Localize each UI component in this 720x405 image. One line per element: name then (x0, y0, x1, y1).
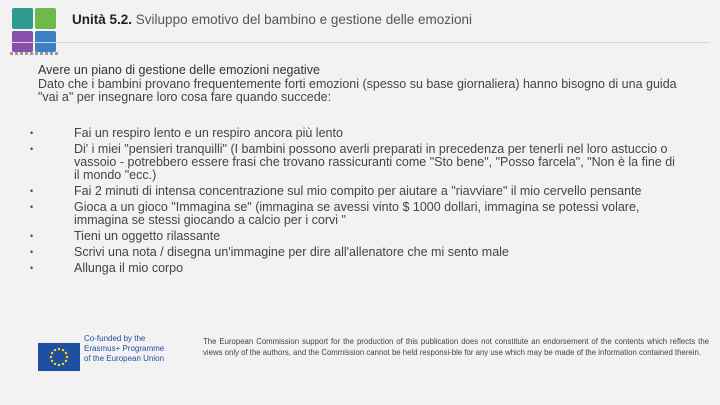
eu-line: Erasmus+ Programme (84, 344, 165, 353)
eu-star (51, 352, 53, 354)
logo-caption (10, 52, 60, 55)
unit-number: Unità 5.2. (72, 12, 133, 27)
list-item (30, 143, 680, 182)
eu-star (51, 360, 53, 362)
eu-star (58, 348, 60, 350)
eu-star (66, 356, 68, 358)
logo-tile (35, 8, 56, 29)
bullet-icon: • (30, 144, 34, 154)
eu-line: Co-funded by the (84, 334, 146, 343)
eu-line: of the European Union (84, 354, 165, 363)
eu-star (62, 363, 64, 365)
list-item (30, 127, 680, 140)
bullet-icon: • (30, 247, 34, 257)
list-item-text: Fai 2 minuti di intensa concentrazione sul mio compito per aiutare a "riavviare" il mio cervello pensante (74, 184, 642, 198)
eu-star (58, 364, 60, 366)
slide-title (72, 12, 472, 27)
eu-flag-icon (38, 343, 80, 371)
list-item (30, 246, 680, 259)
bullet-icon: • (30, 231, 34, 241)
list-item (30, 230, 680, 243)
list-item (30, 201, 680, 227)
list-item-text: Tieni un oggetto rilassante (74, 229, 221, 243)
eu-star (62, 349, 64, 351)
eu-star (50, 356, 52, 358)
section-heading: Avere un piano di gestione delle emozioni negative (38, 63, 320, 77)
logo-tile (12, 8, 33, 29)
list-item-text: Scrivi una nota / disegna un'immagine per dire all'allenatore che mi sento male (74, 245, 509, 259)
list-item-text: Di' i miei "pensieri tranquilli" (I bambini possono averli preparati in precedenza per tenerli nel loro astuccio o vassoio - potrebbero essere frasi che trovano rassicuranti come "Sto bene", "Posso farcela", "Non è la fine di il mondo "ecc.) (74, 142, 675, 182)
eu-cofunded-text (84, 334, 194, 364)
header-divider (10, 42, 710, 43)
bullet-icon: • (30, 186, 34, 196)
eu-star (54, 349, 56, 351)
eu-star (65, 352, 67, 354)
bullet-icon: • (30, 263, 34, 273)
eu-star (65, 360, 67, 362)
list-item-text: Allunga il mio corpo (74, 261, 184, 275)
list-item-text: Fai un respiro lento e un respiro ancora più lento (74, 126, 343, 140)
intro-paragraph: Dato che i bambini provano frequentemente forti emozioni (spesso su base giornaliera) hanno bisogno di una guida "vai a" per insegnare loro cosa fare quando succede: (38, 77, 677, 104)
list-item (30, 262, 680, 275)
list-item-text: Gioca a un gioco "Immagina se" (immagina se avessi vinto $ 1000 dollari, immagina se potessi volare, immagina se stessi giocando a calcio per i corvi " (74, 200, 640, 227)
bullet-list (30, 127, 680, 278)
bullet-icon: • (30, 202, 34, 212)
eu-star (54, 363, 56, 365)
list-item (30, 185, 680, 198)
unit-title: Sviluppo emotivo del bambino e gestione delle emozioni (135, 12, 473, 27)
bullet-icon: • (30, 128, 34, 138)
eu-disclaimer: The European Commission support for the production of this publication does not constitute an endorsement of the contents which reflects the views only of the authors, and the Commission cannot be held responsi-ble for any use which may be made of the information contained therein. (203, 337, 709, 357)
project-logo (12, 8, 56, 52)
